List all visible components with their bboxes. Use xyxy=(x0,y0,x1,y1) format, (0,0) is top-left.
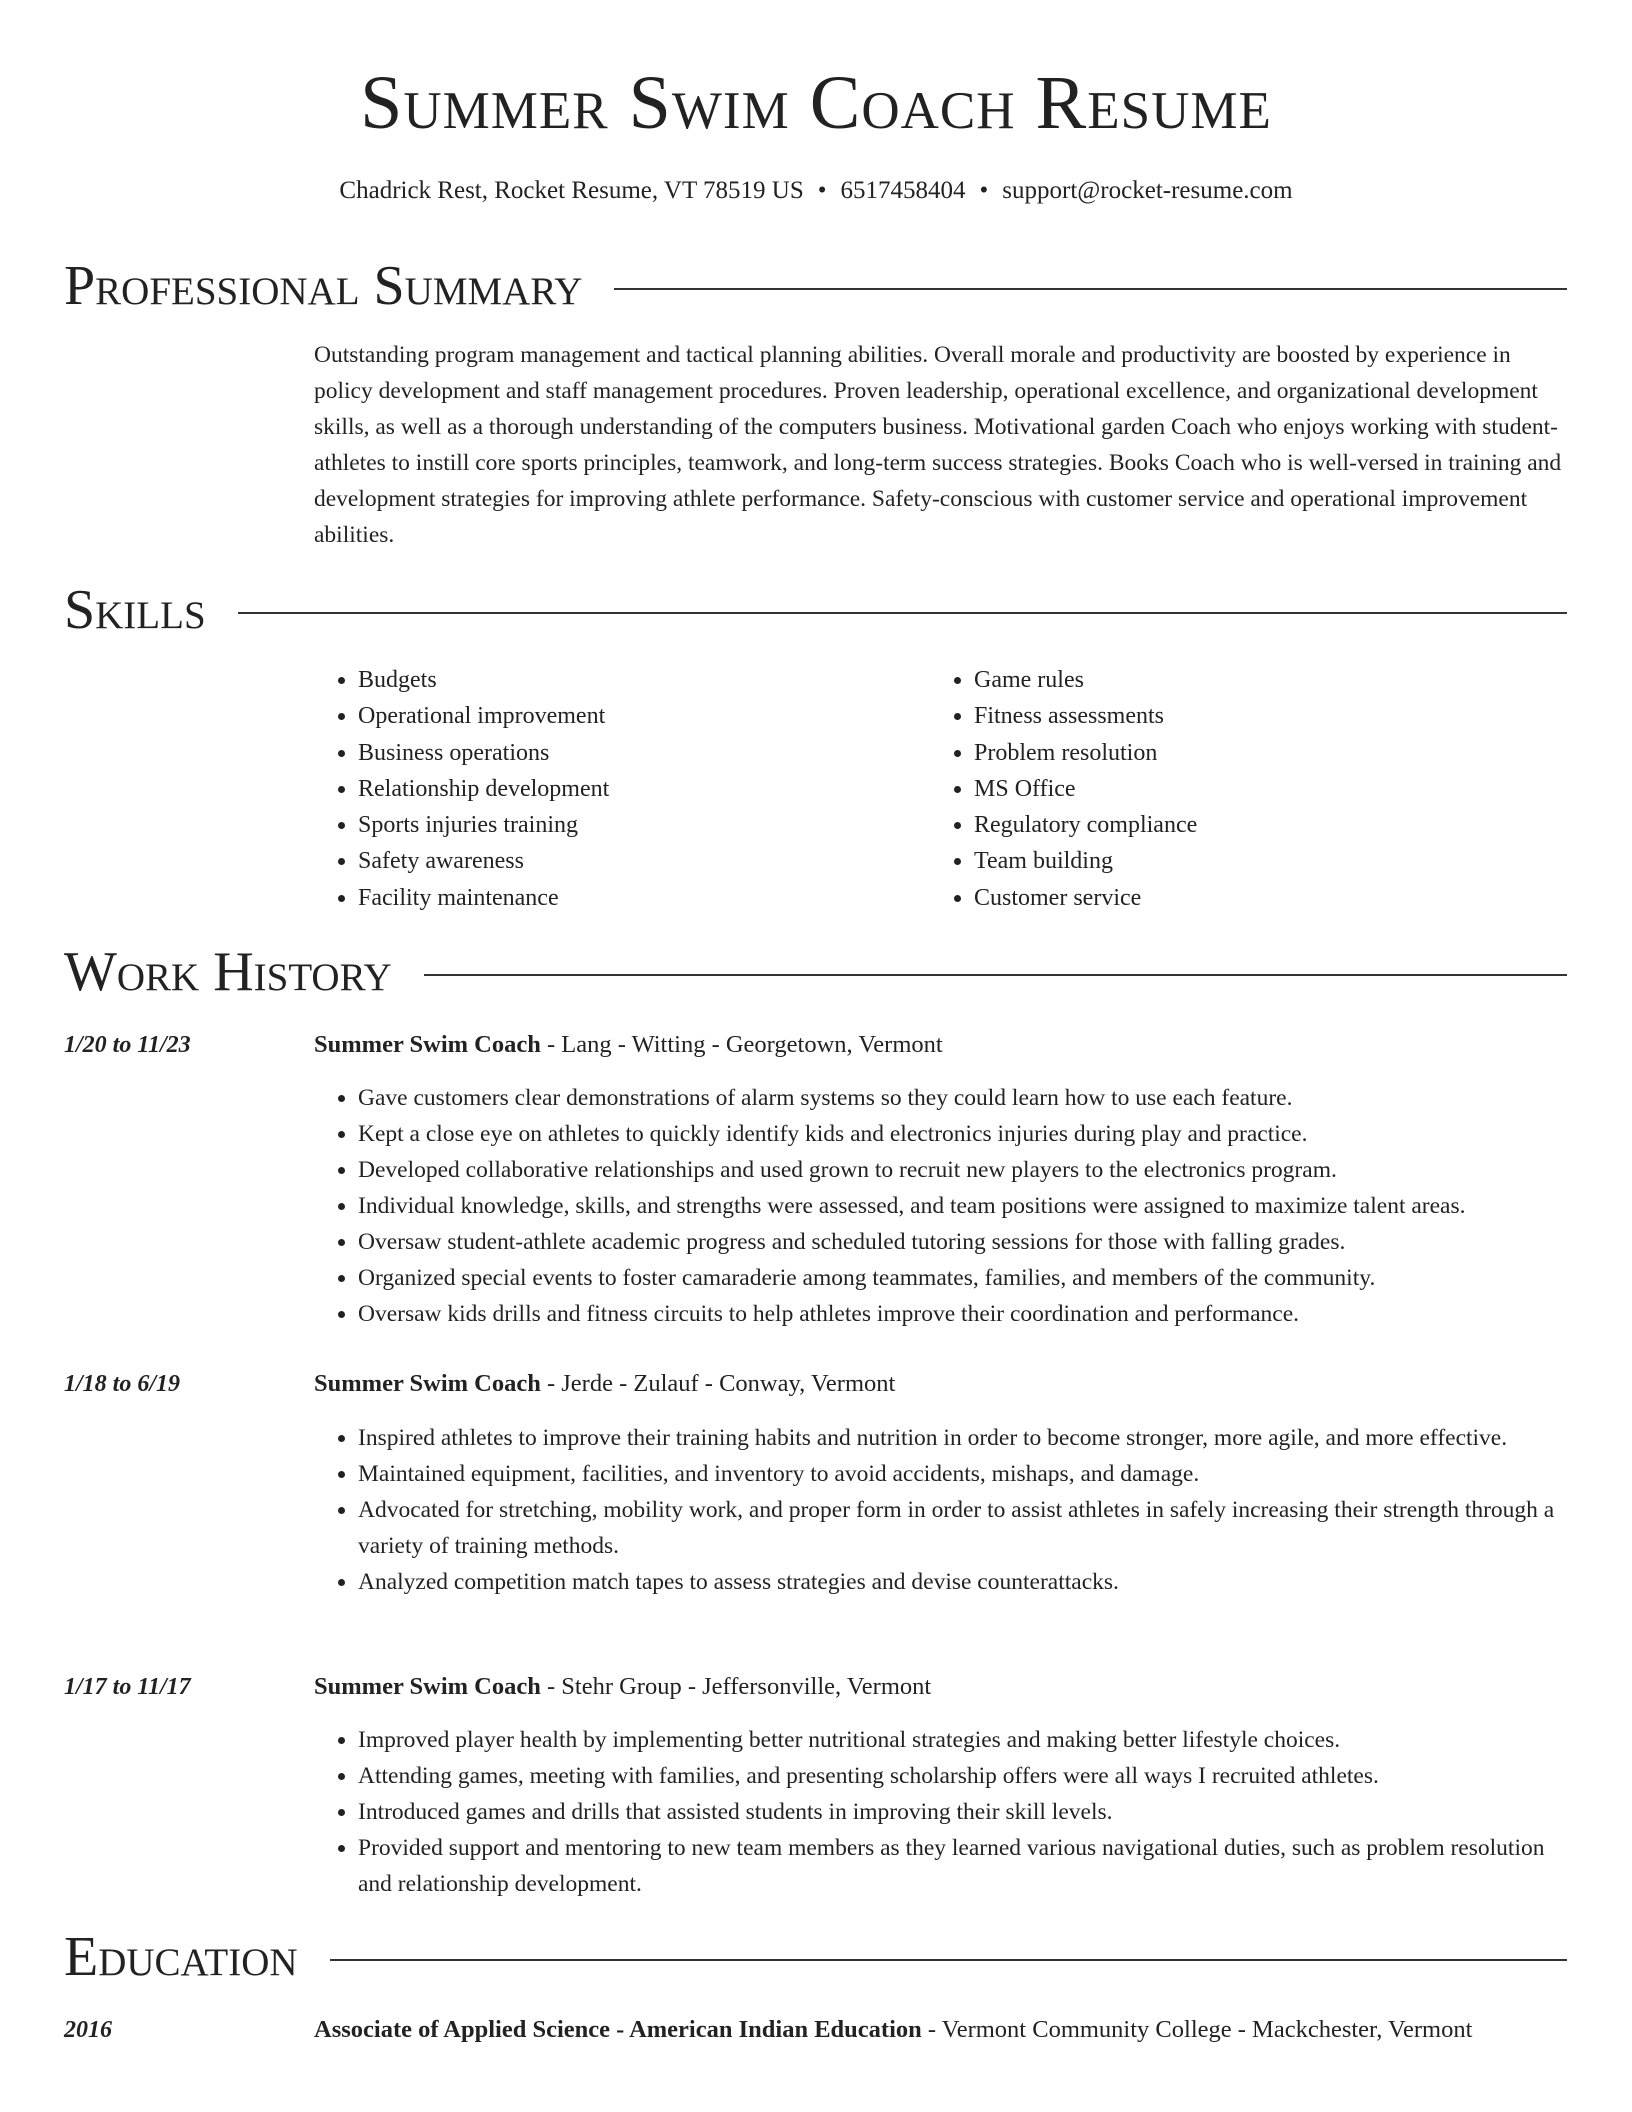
skill-item: • Customer service xyxy=(974,880,1534,916)
section-divider xyxy=(330,1959,1567,1961)
job-duty: • Provided support and mentoring to new team members as they learned various navigational duties, such as problem resolution and relationship development. xyxy=(358,1830,1568,1902)
job-duty: • Oversaw student-athlete academic progress and scheduled tutoring sessions for those with falling grades. xyxy=(358,1224,1568,1260)
skill-item: • Safety awareness xyxy=(358,843,918,879)
job-duty: • Kept a close eye on athletes to quickly identify kids and electronics injuries during play and practice. xyxy=(358,1116,1568,1152)
job-heading xyxy=(314,1366,1568,1402)
contact-email: support@rocket-resume.com xyxy=(1002,177,1293,204)
job-title: Summer Swim Coach xyxy=(314,1370,541,1397)
job-duty: • Developed collaborative relationships and used grown to recruit new players to the electronics program. xyxy=(358,1152,1568,1188)
job-title: Summer Swim Coach xyxy=(314,1673,541,1700)
job-duties xyxy=(314,1722,1568,1902)
skill-item: • Problem resolution xyxy=(974,735,1534,771)
section-divider xyxy=(614,288,1567,290)
contact-separator: • xyxy=(817,177,827,204)
skill-item: • Facility maintenance xyxy=(358,880,918,916)
job-duty: • Attending games, meeting with families, and presenting scholarship offers were all ways I recruited athletes. xyxy=(358,1758,1568,1794)
skill-item: • Fitness assessments xyxy=(974,698,1534,734)
skills-section-header xyxy=(64,578,1567,642)
skill-item: • Regulatory compliance xyxy=(974,807,1534,843)
job-heading xyxy=(314,1027,1568,1063)
job-duty: • Gave customers clear demonstrations of alarm systems so they could learn how to use each feature. xyxy=(358,1080,1568,1116)
skill-item: • Relationship development xyxy=(358,771,918,807)
education-school: - Vermont Community College - Mackchester, Vermont xyxy=(921,2016,1473,2043)
contact-phone: 6517458404 xyxy=(840,177,966,204)
job-title: Summer Swim Coach xyxy=(314,1031,541,1058)
job-duty: • Introduced games and drills that assisted students in improving their skill levels. xyxy=(358,1794,1568,1830)
section-divider xyxy=(238,612,1567,614)
section-divider xyxy=(424,974,1567,976)
job-dates: 1/18 to 6/19 xyxy=(64,1371,181,1397)
job-duty: • Advocated for stretching, mobility work, and proper form in order to assist athletes in safely increasing their strength through a variety of training methods. xyxy=(358,1492,1568,1564)
job-duty: • Organized special events to foster camaraderie among teammates, families, and members of the community. xyxy=(358,1260,1568,1296)
job-duties xyxy=(314,1420,1568,1600)
summary-section-header xyxy=(64,254,1567,318)
job-duty: • Maintained equipment, facilities, and inventory to avoid accidents, mishaps, and damage. xyxy=(358,1456,1568,1492)
job-duty: • Inspired athletes to improve their training habits and nutrition in order to become stronger, more agile, and more effective. xyxy=(358,1420,1568,1456)
education-section-title: Education xyxy=(64,1926,298,1988)
job-heading xyxy=(314,1669,1568,1705)
job-duty: • Oversaw kids drills and fitness circuits to help athletes improve their coordination and performance. xyxy=(358,1296,1568,1332)
contact-line xyxy=(0,174,1632,208)
skill-item: • Team building xyxy=(974,843,1534,879)
work-section-title: Work History xyxy=(64,941,392,1003)
job-duties xyxy=(314,1080,1568,1332)
job-employer: - Stehr Group - Jeffersonville, Vermont xyxy=(540,1673,932,1700)
job-dates: 1/17 to 11/17 xyxy=(64,1674,191,1700)
education-date: 2016 xyxy=(64,2017,112,2043)
job-employer: - Lang - Witting - Georgetown, Vermont xyxy=(540,1031,943,1058)
contact-address: Chadrick Rest, Rocket Resume, VT 78519 US xyxy=(339,177,804,204)
job-duty: • Improved player health by implementing better nutritional strategies and making better lifestyle choices. xyxy=(358,1722,1568,1758)
job-duty: • Analyzed competition match tapes to assess strategies and devise counterattacks. xyxy=(358,1564,1568,1600)
skill-item: • Game rules xyxy=(974,662,1534,698)
work-section-header xyxy=(64,940,1567,1004)
resume-title: Summer Swim Coach Resume xyxy=(360,61,1272,145)
skills-list-left xyxy=(314,662,918,916)
contact-separator: • xyxy=(979,177,989,204)
education-degree: Associate of Applied Science - American Indian Education xyxy=(314,2016,922,2043)
skills-section-title: Skills xyxy=(64,579,206,641)
job-employer: - Jerde - Zulauf - Conway, Vermont xyxy=(540,1370,896,1397)
summary-section-title: Professional Summary xyxy=(64,255,583,317)
skill-item: • MS Office xyxy=(974,771,1534,807)
job-duty: • Individual knowledge, skills, and strengths were assessed, and team positions were assigned to maximize talent areas. xyxy=(358,1188,1568,1224)
job-dates: 1/20 to 11/23 xyxy=(64,1032,191,1058)
education-section-header xyxy=(64,1925,1567,1989)
skill-item: • Budgets xyxy=(358,662,918,698)
skill-item: • Business operations xyxy=(358,735,918,771)
skill-item: • Sports injuries training xyxy=(358,807,918,843)
summary-text: Outstanding program management and tactical planning abilities. Overall morale and productivity are boosted by experience in policy development and staff management procedures. Proven leadership, operational excellence, and organizational development skills, as well as a thorough understanding of the computers business. Motivational garden Coach who enjoys working with student-athletes to instill core sports principles, teamwork, and long-term success strategies. Books Coach who is well-versed in training and development strategies for improving athlete performance. Safety-conscious with customer service and operational improvement abilities. xyxy=(314,342,1562,548)
education-heading xyxy=(314,2012,1568,2048)
skill-item: • Operational improvement xyxy=(358,698,918,734)
skills-list-right xyxy=(930,662,1534,916)
